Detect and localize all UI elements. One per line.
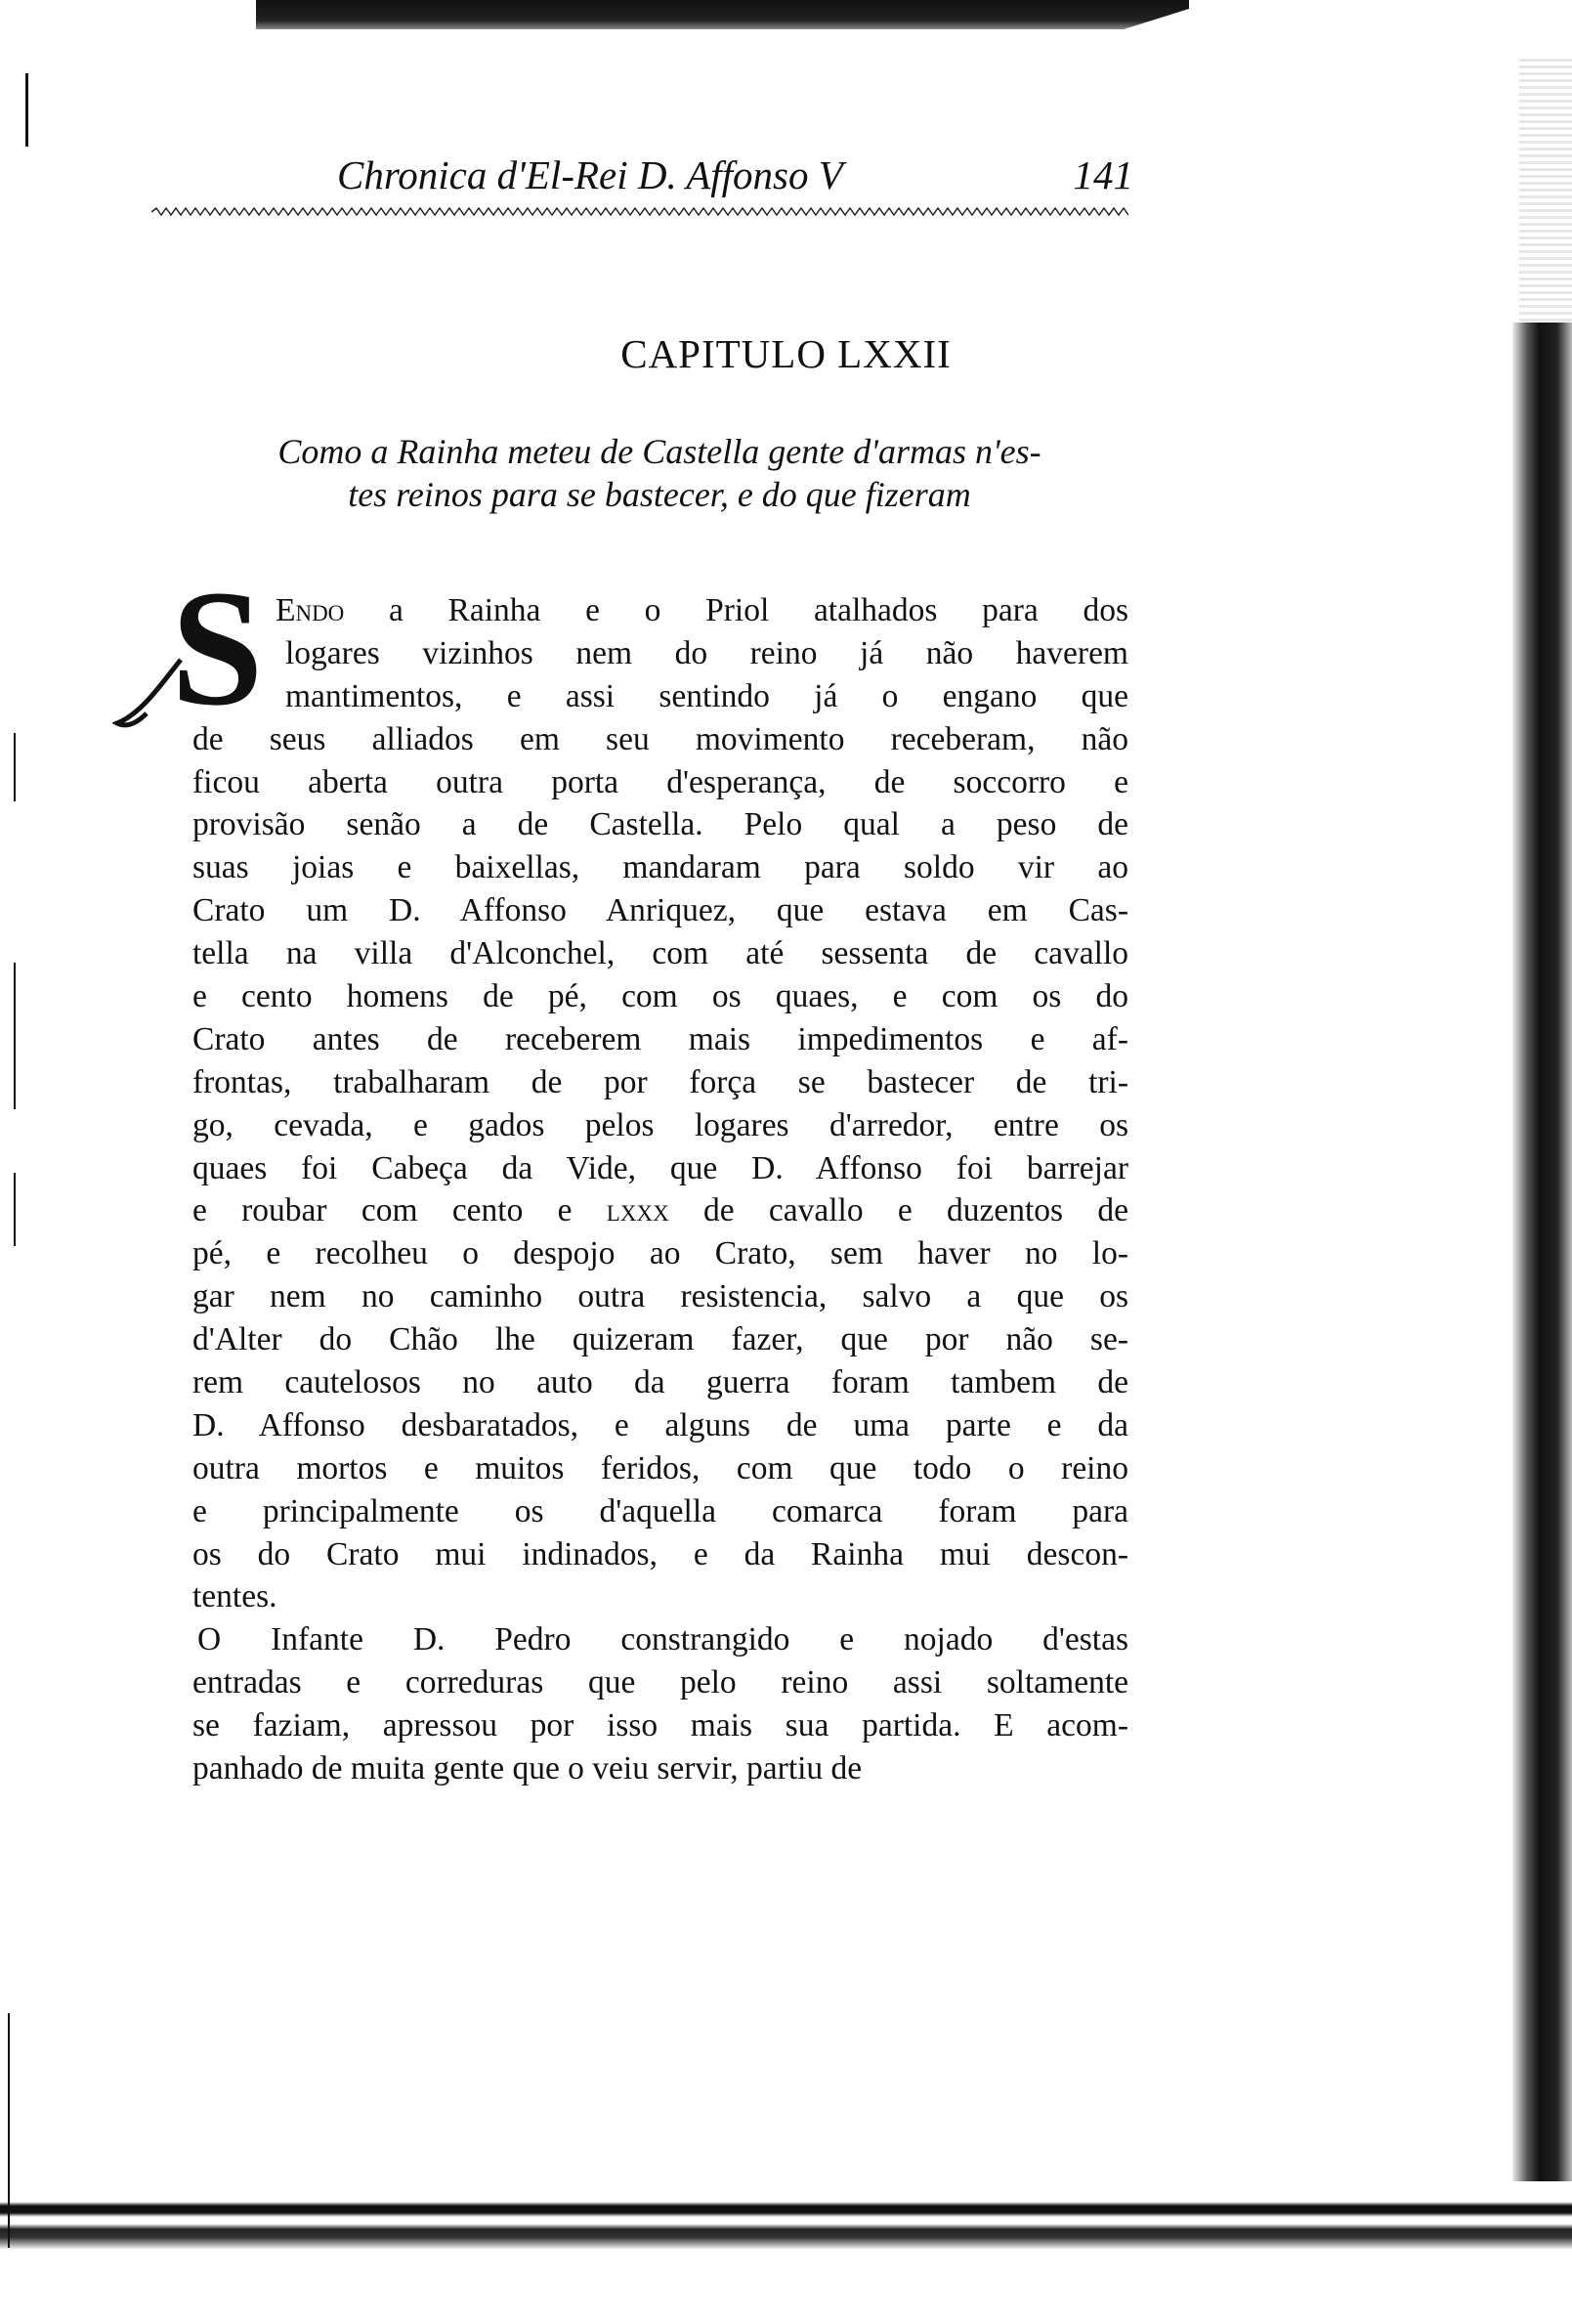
text-line: logares vizinhos nem do reino já não haverem <box>285 634 1128 671</box>
chapter-subtitle <box>186 430 1133 516</box>
header-wavy-rule <box>151 207 1128 217</box>
scan-left-mark <box>8 2013 10 2248</box>
text-line: tella na villa d'Alconchel, com até sessenta de cavallo <box>192 935 1128 972</box>
text-line: outra mortos e muitos feridos, com que todo o reino <box>192 1449 1128 1486</box>
scan-left-mark <box>14 1173 16 1246</box>
scan-right-edge-top <box>1519 59 1572 332</box>
text-line <box>192 589 1128 632</box>
text-line: se faziam, apressou por isso mais sua partida. E acom- <box>192 1707 1128 1744</box>
text-line: de seus alliados em seu movimento receberam, não <box>192 720 1128 757</box>
scan-top-edge <box>256 0 1189 29</box>
small-caps-lead: Endo <box>276 592 345 628</box>
scan-left-mark <box>14 963 16 1109</box>
drop-cap-letter: S <box>171 567 264 733</box>
scan-bottom-edge <box>0 2181 1572 2250</box>
line-rest: a Rainha e o Priol atalhados para dos <box>344 592 1128 628</box>
scan-left-mark <box>14 733 16 801</box>
subtitle-line: tes reinos para se bastecer, e do que fizeram <box>348 475 971 514</box>
text-line: provisão senão a de Castella. Pelo qual a peso de <box>192 806 1128 843</box>
text-line: e roubar com cento e lxxx de cavallo e duzentos de <box>192 1192 1128 1229</box>
subtitle-line: Como a Rainha meteu de Castella gente d'armas n'es- <box>277 432 1041 471</box>
text-line: quaes foi Cabeça da Vide, que D. Affonso foi barrejar <box>192 1149 1128 1186</box>
text-line: mantimentos, e assi sentindo já o engano que <box>285 677 1128 714</box>
running-header <box>337 151 1133 210</box>
text-line: panhado de muita gente que o veiu servir, partiu de <box>192 1750 863 1787</box>
page-number: 141 <box>1073 152 1133 197</box>
text-line: frontas, trabalharam de por força se bastecer de tri- <box>192 1063 1128 1100</box>
text-line: e principalmente os d'aquella comarca foram para <box>192 1492 1128 1529</box>
text-line: ficou aberta outra porta d'esperança, de soccorro e <box>192 763 1128 800</box>
text-line: gar nem no caminho outra resistencia, salvo a que os <box>192 1278 1128 1315</box>
text-line: Crato um D. Affonso Anriquez, que estava em Cas- <box>192 892 1128 929</box>
scan-right-edge <box>1512 323 1572 2228</box>
text-line: e cento homens de pé, com os quaes, e com os do <box>192 978 1128 1015</box>
text-line: pé, e recolheu o despojo ao Crato, sem haver no lo- <box>192 1235 1128 1272</box>
text-line: os do Crato mui indinados, e da Rainha mui descon- <box>192 1535 1128 1572</box>
text-line: D. Affonso desbaratados, e alguns de uma parte e da <box>192 1406 1128 1443</box>
text-line: d'Alter do Chão lhe quizeram fazer, que por não se- <box>192 1321 1128 1358</box>
body-text <box>192 589 1128 1790</box>
text-line: Crato antes de receberem mais impedimentos e af- <box>192 1020 1128 1057</box>
running-title: Chronica d'El-Rei D. Affonso V <box>337 152 843 197</box>
chapter-heading: CAPITULO LXXII <box>620 331 952 376</box>
text-line: go, cevada, e gados pelos logares d'arredor, entre os <box>192 1106 1128 1143</box>
scan-left-mark <box>25 73 28 147</box>
text-line: entradas e correduras que pelo reino assi soltamente <box>192 1664 1128 1701</box>
text-line: tentes. <box>192 1578 277 1615</box>
roman-numeral: lxxx <box>606 1192 669 1229</box>
text-line: suas joias e baixellas, mandaram para soldo vir ao <box>192 849 1128 886</box>
text-line: rem cautelosos no auto da guerra foram tambem de <box>192 1364 1128 1401</box>
text-line: O Infante D. Pedro constrangido e nojado d'estas <box>197 1621 1128 1658</box>
